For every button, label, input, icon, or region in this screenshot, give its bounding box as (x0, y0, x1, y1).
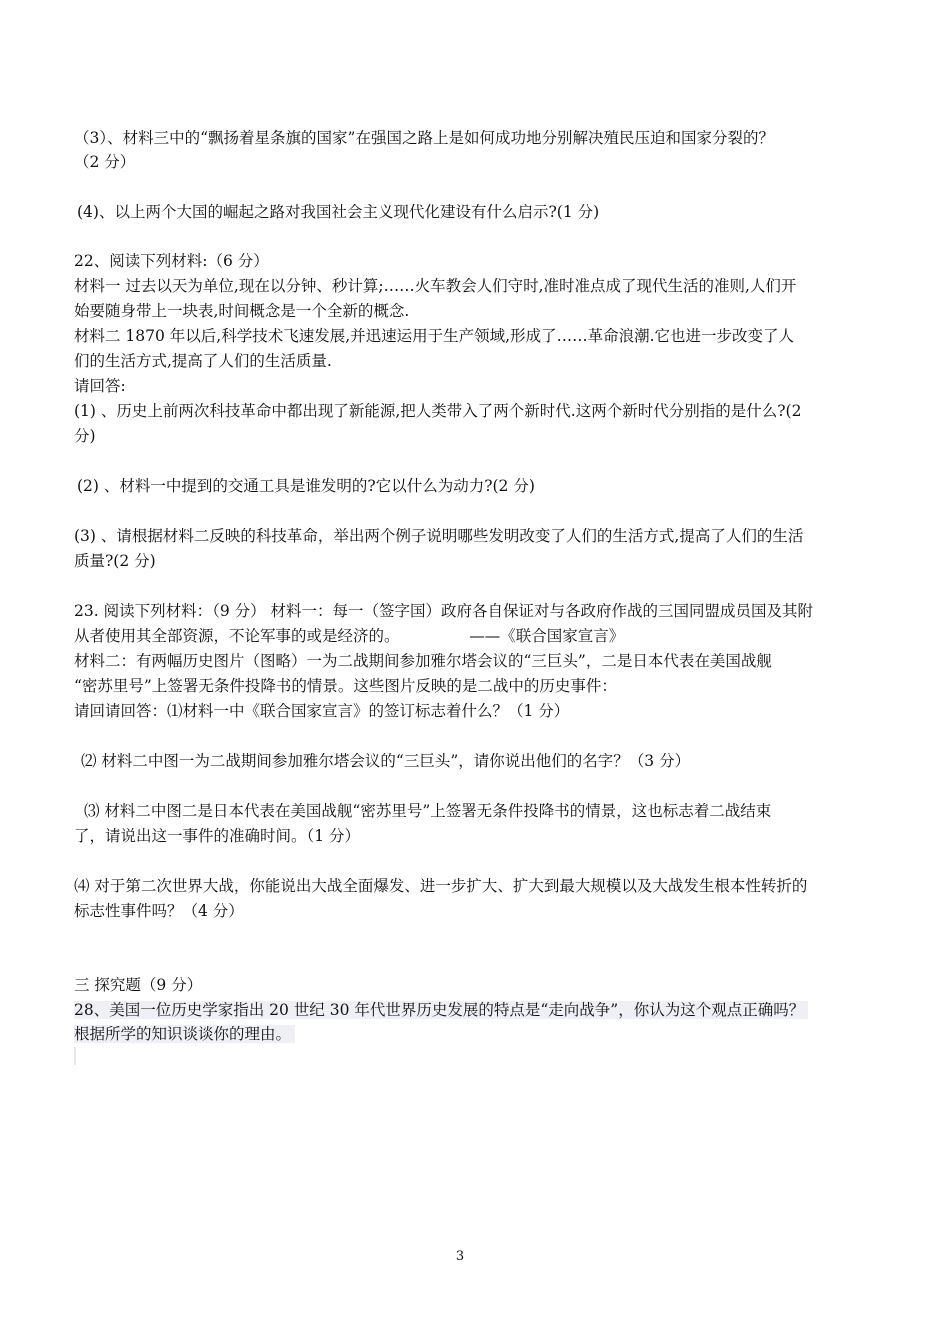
question-23-3-line-1: ⑶ 材料二中图二是日本代表在美国战舰“密苏里号”上签署无条件投降书的情景，这也标志着二战结束 (84, 802, 772, 820)
question-22-1-line-2: 分) (74, 427, 96, 445)
question-23-material-2-line-2: “密苏里号”上签署无条件投降书的情景。这些图片反映的是二战中的历史事件： (74, 677, 617, 695)
question-22-2: (2) 、材料一中提到的交通工具是谁发明的?它以什么为动力?(2 分) (77, 477, 535, 495)
question-22-prompt: 请回答: (74, 377, 126, 395)
page-number: 3 (455, 1249, 465, 1264)
section-3-title: 三 探究题（9 分） (74, 976, 203, 994)
question-22-material-1-line-1: 材料一 过去以天为单位,现在以分钟、秒计算;……火车教会人们守时,准时准点成了现代生活的准则,人们开 (74, 277, 797, 295)
question-28-text-1: 28、美国一位历史学家指出 20 世纪 30 年代世界历史发展的特点是“走向战争”，你认为这个观点正确吗？ (74, 1001, 808, 1019)
question-23-3-line-2: 了，请说出这一事件的准确时间。（1 分） (74, 827, 361, 845)
question-22-1-line-1: (1) 、历史上前两次科技革命中都出现了新能源,把人类带入了两个新时代.这两个新时代分别指的是什么?(2 (74, 402, 802, 420)
question-28-line-2 (74, 1022, 295, 1046)
question-23-line-1: 23. 阅读下列材料：（9 分） 材料一：每一（签字国）政府各自保证对与各政府作战的三国同盟成员国及其附 (74, 602, 814, 620)
question-22-material-2-line-1: 材料二 1870 年以后,科学技术飞速发展,并迅速运用于生产领域,形成了……革命浪潮.它也进一步改变了人 (74, 327, 795, 345)
question-22-3-line-2: 质量?(2 分) (74, 552, 156, 570)
question-23-line-2: 从者使用其全部资源，不论军事的或是经济的。 ——《联合国家宣言》 (74, 627, 625, 645)
question-23-4-line-1: ⑷ 对于第二次世界大战，你能说出大战全面爆发、进一步扩大、扩大到最大规模以及大战发生根本性转折的 (74, 877, 808, 895)
question-28-line-1 (74, 998, 808, 1022)
question-23-4-line-2: 标志性事件吗？（4 分） (74, 902, 244, 920)
question-28-text-2: 根据所学的知识谈谈你的理由。 (74, 1025, 295, 1043)
question-22-3-line-1: (3) 、请根据材料二反映的科技革命，举出两个例子说明哪些发明改变了人们的生活方式,提高了人们的生活 (74, 527, 804, 545)
question-22-material-2-line-2: 们的生活方式,提高了人们的生活质量. (74, 352, 332, 370)
selection-marker (74, 1047, 76, 1065)
question-22-title: 22、阅读下列材料:（6 分） (74, 252, 269, 270)
question-23-2: ⑵ 材料二中图一为二战期间参加雅尔塔会议的“三巨头”，请你说出他们的名字？（3 分） (81, 752, 691, 770)
question-21-4: (4)、以上两个大国的崛起之路对我国社会主义现代化建设有什么启示?(1 分) (77, 203, 600, 221)
question-22-material-1-line-2: 始要随身带上一块表,时间概念是一个全新的概念. (74, 302, 410, 320)
question-21-3-line-1: （3）、材料三中的“飘扬着星条旗的国家”在强国之路上是如何成功地分别解决殖民压迫和国家分裂的？ (74, 129, 774, 147)
question-23-material-2-line-1: 材料二：有两幅历史图片（图略）一为二战期间参加雅尔塔会议的“三巨头”，二是日本代表在美国战舰 (74, 652, 772, 670)
question-23-1: 请回请回答：⑴材料一中《联合国家宣言》的签订标志着什么？（1 分） (74, 702, 570, 720)
question-21-3-line-2: （2 分） (74, 153, 136, 171)
